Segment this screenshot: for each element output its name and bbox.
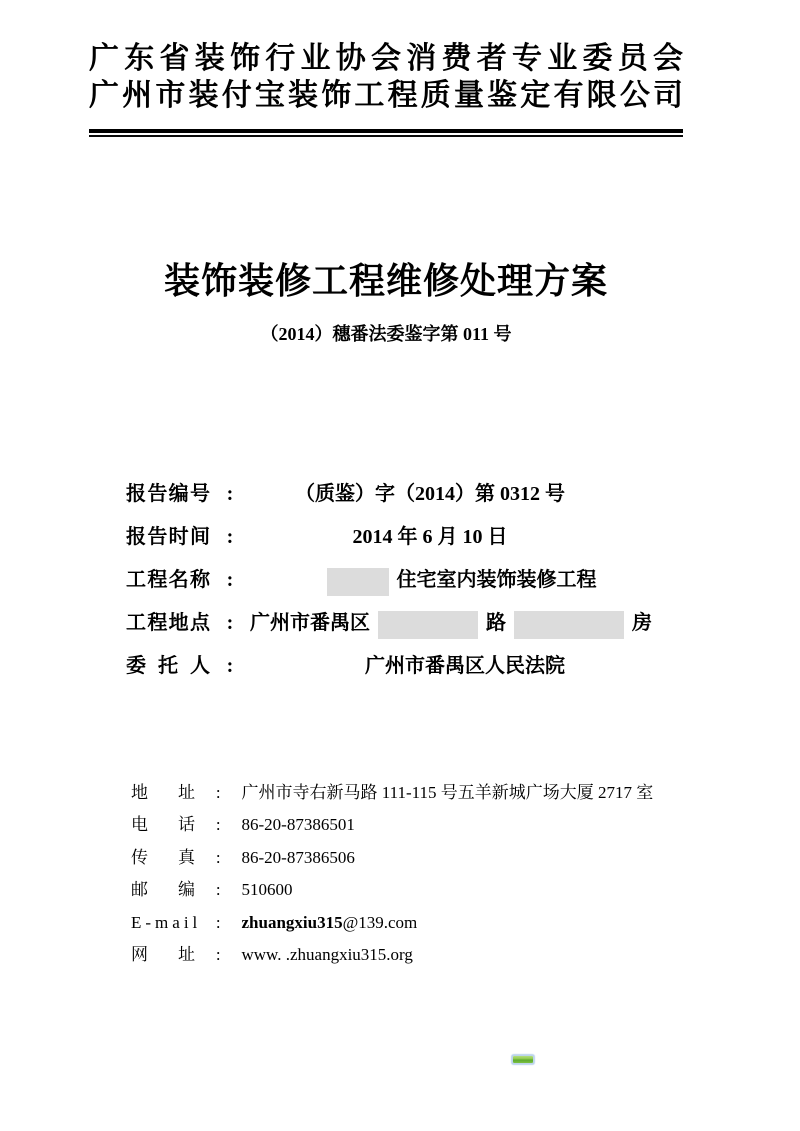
field-value: 2014 年 6 月 10 日 <box>352 526 508 549</box>
field-colon: : <box>226 655 234 678</box>
contact-row-website <box>131 942 413 966</box>
contact-label: 传真 <box>131 848 195 868</box>
contact-row-phone <box>131 812 355 836</box>
contact-value: www. .zhuangxiu315.org <box>241 945 413 965</box>
field-value <box>250 565 640 595</box>
contact-label: 网址 <box>131 945 195 965</box>
field-value: （质鉴）字（2014）第 0312 号 <box>295 483 565 506</box>
redaction-box <box>514 611 624 639</box>
contact-row-email <box>131 910 417 934</box>
letterhead-divider <box>89 129 683 137</box>
contact-colon: : <box>215 848 221 868</box>
field-colon: : <box>226 612 234 635</box>
contact-row-postcode <box>131 877 293 901</box>
contact-colon: : <box>215 815 221 835</box>
contact-value: 86-20-87386501 <box>241 815 355 835</box>
redaction-box <box>327 568 389 596</box>
field-label: 工程地点 <box>126 612 210 635</box>
document-title: 装饰装修工程维修处理方案 <box>163 261 608 301</box>
field-label: 工程名称 <box>126 569 210 592</box>
field-row-client <box>126 650 645 680</box>
field-value-text: 广州市番禺区 <box>250 612 370 635</box>
contact-colon: : <box>215 913 221 933</box>
contact-value: 510600 <box>241 880 293 900</box>
field-label: 报告时间 <box>126 526 210 549</box>
contact-colon: : <box>215 783 221 803</box>
green-scan-artifact <box>513 1056 533 1063</box>
contact-value <box>242 913 418 932</box>
field-colon: : <box>226 569 234 592</box>
field-value-text: 房 <box>632 612 652 635</box>
contact-label: E-mail <box>131 913 202 933</box>
field-label: 委 托 人 <box>126 655 210 678</box>
field-row-report-number <box>126 478 610 508</box>
contact-value: 86-20-87386506 <box>241 848 355 868</box>
contact-label: 地址 <box>131 783 195 803</box>
field-label: 报告编号 <box>126 483 210 506</box>
contact-label: 电话 <box>131 815 195 835</box>
email-user-part: zhuangxiu315 <box>241 913 343 933</box>
org-name-line1: 广东省装饰行业协会消费者专业委员会 <box>89 42 683 75</box>
email-domain-part: @139.com <box>342 913 418 933</box>
contact-row-address <box>131 780 653 804</box>
contact-value: 广州市寺右新马路 111-115 号五羊新城广场大厦 2717 室 <box>241 783 654 803</box>
divider-thick-line <box>89 129 683 133</box>
field-colon: : <box>226 526 234 549</box>
field-row-project-location <box>126 607 652 637</box>
field-colon: : <box>226 483 234 506</box>
field-value-text: 住宅室内装饰装修工程 <box>396 569 597 592</box>
contact-colon: : <box>215 880 221 900</box>
org-name-line2: 广州市装付宝装饰工程质量鉴定有限公司 <box>89 79 683 112</box>
divider-thin-line <box>89 135 683 137</box>
field-value: 广州市番禺区人民法院 <box>365 655 565 678</box>
field-value <box>250 608 652 638</box>
field-row-report-date <box>126 521 610 551</box>
document-case-number: （2014）穗番法委鉴字第 011 号 <box>260 324 512 344</box>
field-row-project-name <box>126 564 640 594</box>
contact-label: 邮编 <box>131 880 195 900</box>
field-value-text: 路 <box>486 612 506 635</box>
redaction-box <box>378 611 478 639</box>
contact-row-fax <box>131 845 355 869</box>
letterhead <box>89 40 683 114</box>
contact-colon: : <box>215 945 221 965</box>
